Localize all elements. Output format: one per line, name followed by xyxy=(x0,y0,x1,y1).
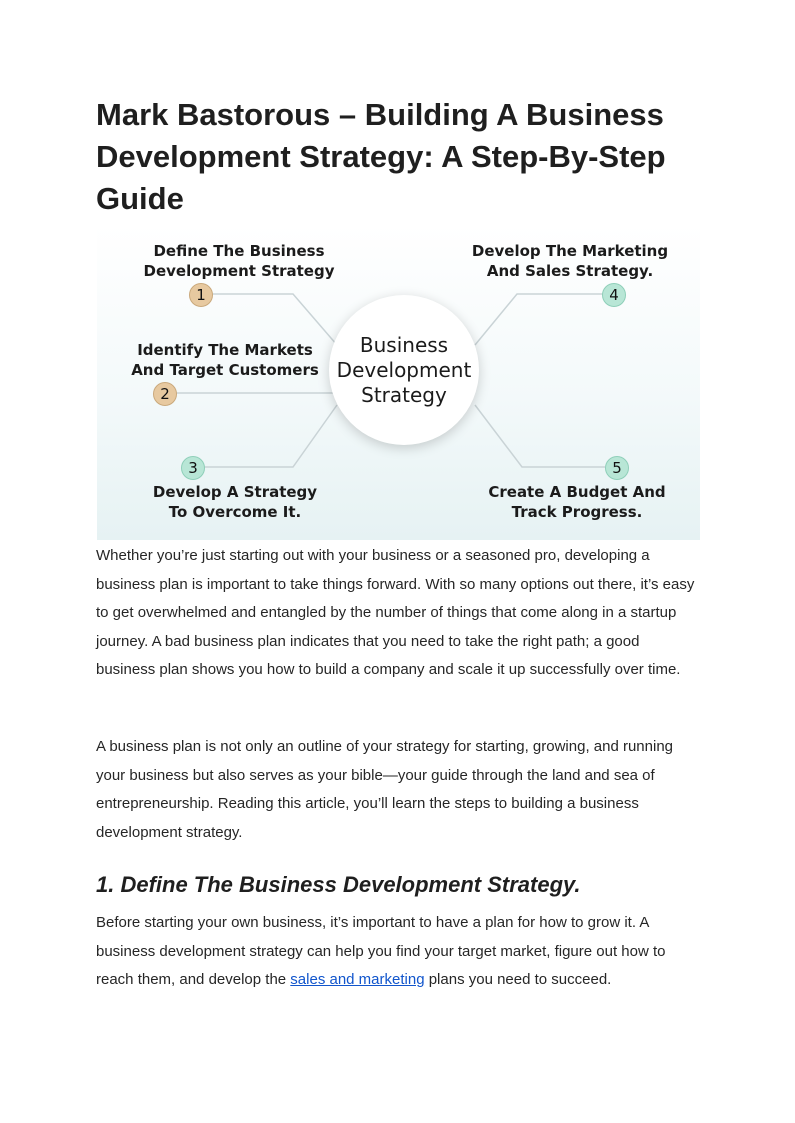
step-1-badge: 1 xyxy=(189,283,213,307)
section-heading-1: 1. Define The Business Development Strategy. xyxy=(96,872,581,897)
step-2-badge: 2 xyxy=(153,382,177,406)
section-1-paragraph xyxy=(96,909,700,995)
step-5-badge: 5 xyxy=(605,456,629,480)
section-1-text-after-link: plans you need to succeed. xyxy=(424,971,612,988)
step-3-badge: 3 xyxy=(181,456,205,480)
strategy-infographic xyxy=(97,225,700,540)
center-circle: Business Development Strategy xyxy=(329,295,479,445)
step-2-label: Identify The Markets And Target Customers xyxy=(131,341,319,379)
sales-and-marketing-link[interactable]: sales and marketing xyxy=(290,971,425,988)
step-1-label: Define The Business Development Strategy xyxy=(143,242,335,280)
intro-paragraph: Whether you’re just starting out with your business or a seasoned pro, developing a business plan is important to take things forward. With so many options out there, it’s easy to get overwhelmed and entangled by the number of things that come along in a startup journey. A bad business plan indicates that you need to take the right path; a good business plan shows you how to build a company and scale it up successfully over time. xyxy=(96,547,695,678)
article-title: Mark Bastorous – Building A Business Development Strategy: A Step-By-Step Guide xyxy=(96,97,666,216)
step-4-badge: 4 xyxy=(602,283,626,307)
step-4-label: Develop The Marketing And Sales Strategy. xyxy=(471,242,669,280)
connector-step-3 xyxy=(204,405,337,467)
connector-step-4 xyxy=(475,294,603,345)
step-3-label: Develop A Strategy To Overcome It. xyxy=(152,483,318,521)
connector-step-1 xyxy=(211,294,337,345)
second-paragraph: A business plan is not only an outline of your strategy for starting, growing, and running your business but also serves as your bible—your guide through the land and sea of entrepreneurship. Reading this article, you’ll learn the steps to building a business development strategy. xyxy=(96,738,674,841)
step-5-label: Create A Budget And Track Progress. xyxy=(488,483,666,521)
connector-step-5 xyxy=(475,405,605,467)
section-1-text-before-link: Before starting your own business, it’s important to have a plan for how to grow it. A business development strategy can help you find your target market, figure out how to reach them, and develop the xyxy=(96,914,666,988)
